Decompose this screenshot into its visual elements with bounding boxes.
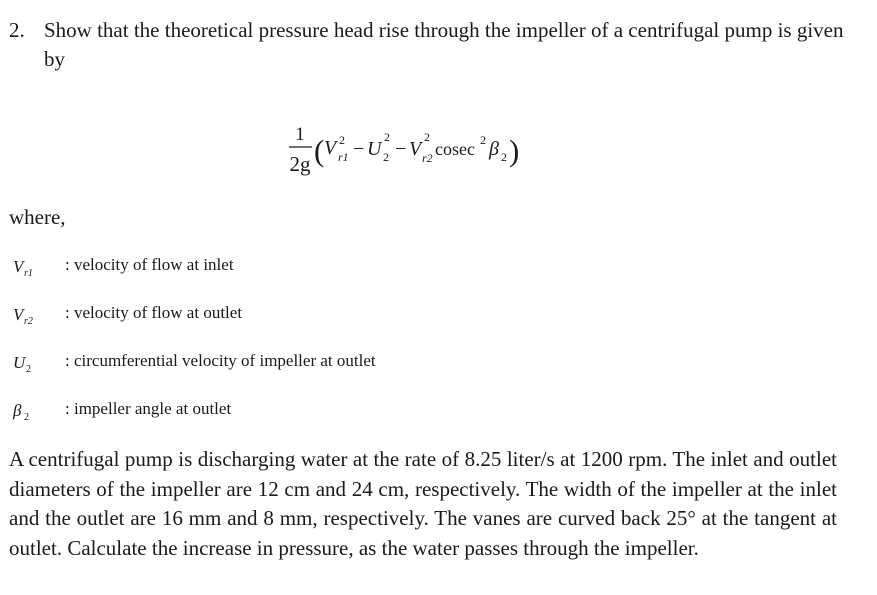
definition-symbol-sub: 2	[24, 412, 29, 423]
formula-u2: U	[367, 138, 382, 160]
formula-beta2: β	[489, 138, 499, 160]
question-text: Show that the theoretical pressure head rise through the impeller of a centrifugal pump is given by	[44, 18, 844, 71]
definition-symbol	[9, 395, 64, 425]
definition-symbol-main: U	[13, 353, 26, 372]
question-number: 2.	[9, 18, 25, 42]
definition-symbol-sub: r1	[24, 268, 33, 279]
formula-graphic	[287, 118, 577, 188]
formula-v-r2-sup: 2	[424, 130, 430, 144]
problem-statement: A centrifugal pump is discharging water at the rate of 8.25 liter/s at 1200 rpm. The inlet and outlet diameters of the impeller are 12 cm and 24 cm, respectively. The width of the impeller at the inlet and the outlet are 16 mm and 8 mm, respectively. The vanes are curved back 25° at the tangent at outlet. Calculate the increase in pressure, as the water passes through the impeller.	[9, 447, 837, 560]
formula-v-r1-sub: r1	[338, 150, 349, 164]
formula-open-paren: (	[314, 133, 325, 168]
formula-close-paren: )	[509, 133, 520, 168]
formula-u2-sup: 2	[384, 130, 390, 144]
definition-symbol	[9, 251, 64, 281]
formula-cosec: cosec	[435, 139, 475, 159]
formula-u2-sub: 2	[383, 150, 389, 164]
definition-symbol-main: β	[13, 401, 22, 420]
definition-symbol-sub: r2	[24, 316, 33, 327]
pressure-head-formula	[287, 118, 577, 188]
definition-text: : impeller angle at outlet	[65, 399, 232, 418]
formula-minus-2: −	[395, 138, 407, 160]
formula-numerator: 1	[295, 124, 305, 145]
formula-v-r1-sup: 2	[339, 133, 345, 147]
formula-v-r2-sub: r2	[422, 151, 433, 165]
definition-symbol-sub: 2	[26, 364, 31, 375]
where-label: where,	[9, 205, 66, 229]
formula-denominator: 2g	[289, 152, 311, 176]
formula-minus-1: −	[353, 138, 365, 160]
definition-text: : velocity of flow at inlet	[65, 255, 234, 274]
definition-symbol-main: V	[13, 305, 24, 324]
formula-cosec-sup: 2	[480, 133, 486, 147]
definition-symbol	[9, 299, 64, 329]
definition-symbol-main: V	[13, 257, 24, 276]
definition-text: : velocity of flow at outlet	[65, 303, 243, 322]
definition-text: : circumferential velocity of impeller at outlet	[65, 351, 376, 370]
formula-beta2-sub: 2	[501, 150, 507, 164]
formula-v-r2: V	[409, 138, 422, 160]
formula-v-r1: V	[324, 137, 337, 159]
definition-symbol	[9, 347, 64, 377]
